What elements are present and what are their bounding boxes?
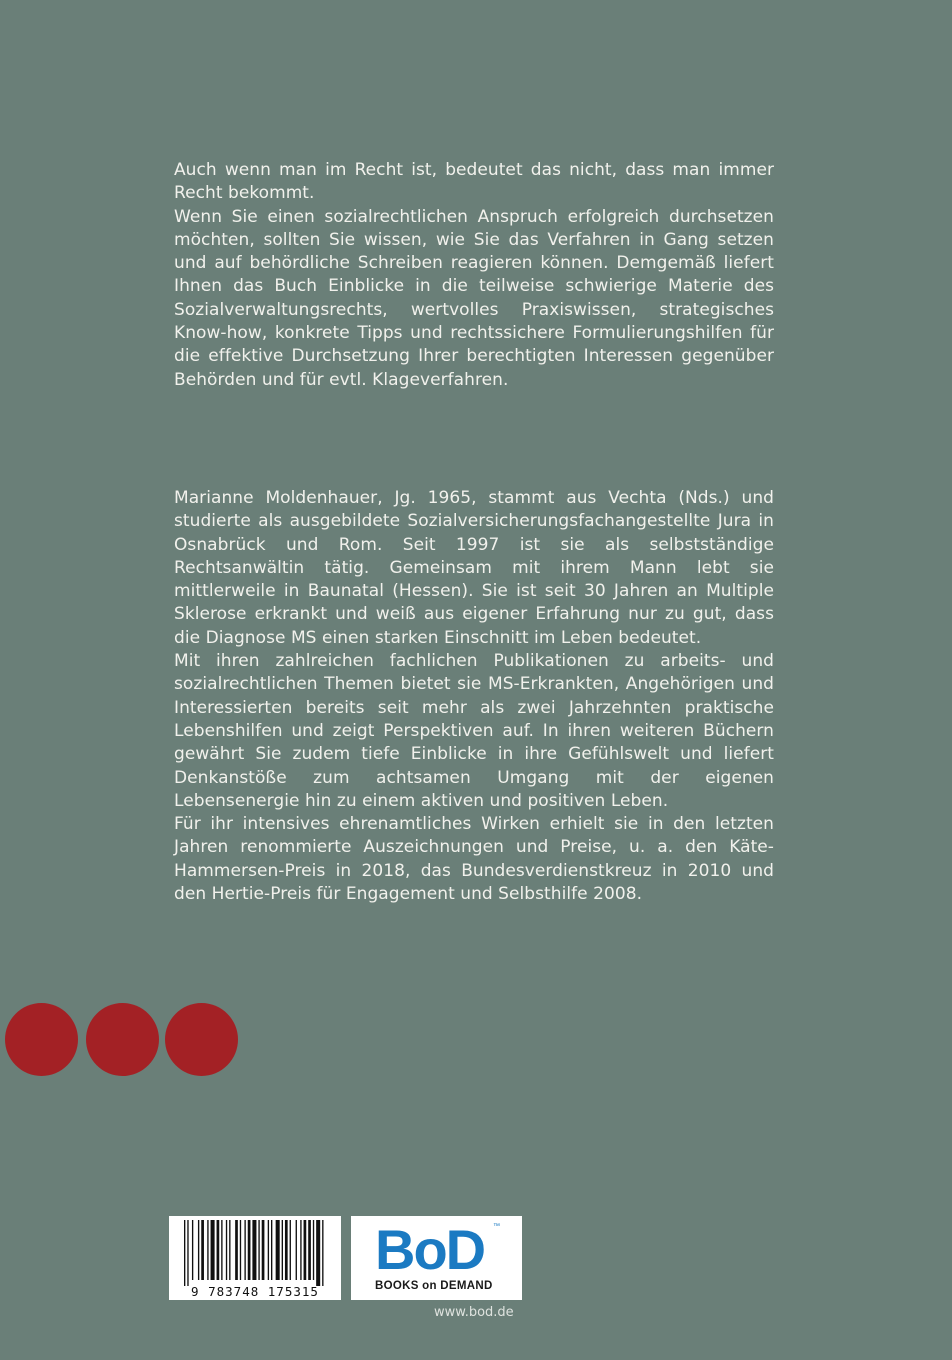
- barcode-bar: [248, 1220, 251, 1280]
- trademark-symbol: ™: [493, 1223, 500, 1230]
- barcode-bar: [201, 1220, 204, 1280]
- barcode-bar: [187, 1220, 188, 1286]
- barcode-bar: [240, 1220, 241, 1280]
- barcode-bar: [271, 1220, 272, 1280]
- barcode-bar: [282, 1220, 283, 1280]
- blurb-paragraph: Wenn Sie einen sozialrechtlichen Anspruch erfolgreich durchsetzen möchten, sollten Sie wissen, wie Sie das Verfahren in Gang setzen und auf behördliche Schreiben reagieren können. Demgemäß liefert Ihnen das Buch Einblicke in die teilweise schwierige Materie des Sozialverwaltungsrechts, wertvolles Praxiswissen, strategisches Know-how, konkrete Tipps und rechtssichere Formulierungshilfen für die effektive Durchsetzung Ihrer berechtigten Interessen gegenüber Behörden und für evtl. Klageverfahren.: [174, 206, 774, 390]
- barcode-bar: [258, 1220, 259, 1280]
- barcode-bar: [296, 1220, 297, 1280]
- barcode-bar: [198, 1220, 199, 1280]
- isbn-barcode: [169, 1216, 341, 1300]
- bio-paragraph: Marianne Moldenhauer, Jg. 1965, stammt aus Vechta (Nds.) und studierte als ausgebildete Sozialversicherungsfachangestellte Jura in Osnabrück und Rom. Seit 1997 ist sie als selbstständige Rechtsanwältin tätig. Gemeinsam mit ihrem Mann lebt sie mittlerweile in Baunatal (Hessen). Sie ist seit 30 Jahren an Multiple Sklerose erkrankt und weiß aus eigener Erfahrung nur zu gut, dass die Diagnose MS einen starken Einschnitt im Leben bedeutet.: [174, 488, 774, 648]
- barcode-bar: [184, 1220, 185, 1286]
- back-cover-blurb: [174, 159, 774, 392]
- bio-paragraph: Mit ihren zahlreichen fachlichen Publikationen zu arbeits- und sozialrechtlichen Themen bietet sie MS-Erkrankten, Angehörigen und Interessierten bereits seit mehr als zwei Jahrzehnten praktische Lebenshilfen und zeigt Perspektiven auf. In ihren weiteren Büchern gewährt Sie zudem tiefe Einblicke in ihre Gefühlswelt und liefert Denkanstöße zum achtsamen Umgang mit der eigenen Lebensenergie hin zu einem aktiven und positiven Leben.: [174, 651, 774, 811]
- blurb-paragraph: Auch wenn man im Recht ist, bedeutet das nicht, dass man immer Recht bekommt.: [174, 160, 774, 204]
- publisher-tagline: BOOKS on DEMAND: [375, 1280, 493, 1292]
- barcode-bar: [211, 1220, 215, 1280]
- barcode-bar: [316, 1220, 320, 1286]
- barcode-bar: [221, 1220, 222, 1280]
- barcode-bar: [235, 1220, 238, 1280]
- barcode-bar: [226, 1220, 227, 1280]
- barcode-bar: [192, 1220, 193, 1280]
- barcode-bar: [276, 1220, 280, 1280]
- barcode-bar: [207, 1220, 208, 1280]
- decorative-red-dot: [165, 1003, 238, 1076]
- author-biography: [174, 487, 774, 906]
- barcode-bar: [304, 1220, 307, 1280]
- publisher-logo: [351, 1216, 522, 1300]
- isbn-number: 9 783748 175315: [191, 1284, 319, 1299]
- barcode-bar: [308, 1220, 311, 1280]
- bod-logo-mark: BoD: [375, 1218, 485, 1281]
- barcode-bar: [285, 1220, 288, 1280]
- barcode-bar: [262, 1220, 265, 1280]
- barcode-bar: [268, 1220, 269, 1280]
- bio-paragraph: Für ihr intensives ehrenamtliches Wirken erhielt sie in den letzten Jahren renommierte Auszeichnungen und Preise, u. a. den Käte-Hammersen-Preis in 2018, das Bundesverdienstkreuz in 2010 und den Hertie-Preis für Engagement und Selbsthilfe 2008.: [174, 814, 774, 905]
- barcode-bar: [290, 1220, 291, 1280]
- decorative-red-dot: [86, 1003, 159, 1076]
- decorative-red-dot: [5, 1003, 78, 1076]
- barcode-bar: [322, 1220, 323, 1286]
- barcode-bar: [244, 1220, 245, 1280]
- barcode-bar: [300, 1220, 301, 1280]
- barcode-bar: [217, 1220, 220, 1280]
- barcode-bar: [313, 1220, 314, 1280]
- publisher-website: www.bod.de: [434, 1305, 514, 1320]
- barcode-bar: [229, 1220, 230, 1280]
- barcode-bar: [252, 1220, 256, 1280]
